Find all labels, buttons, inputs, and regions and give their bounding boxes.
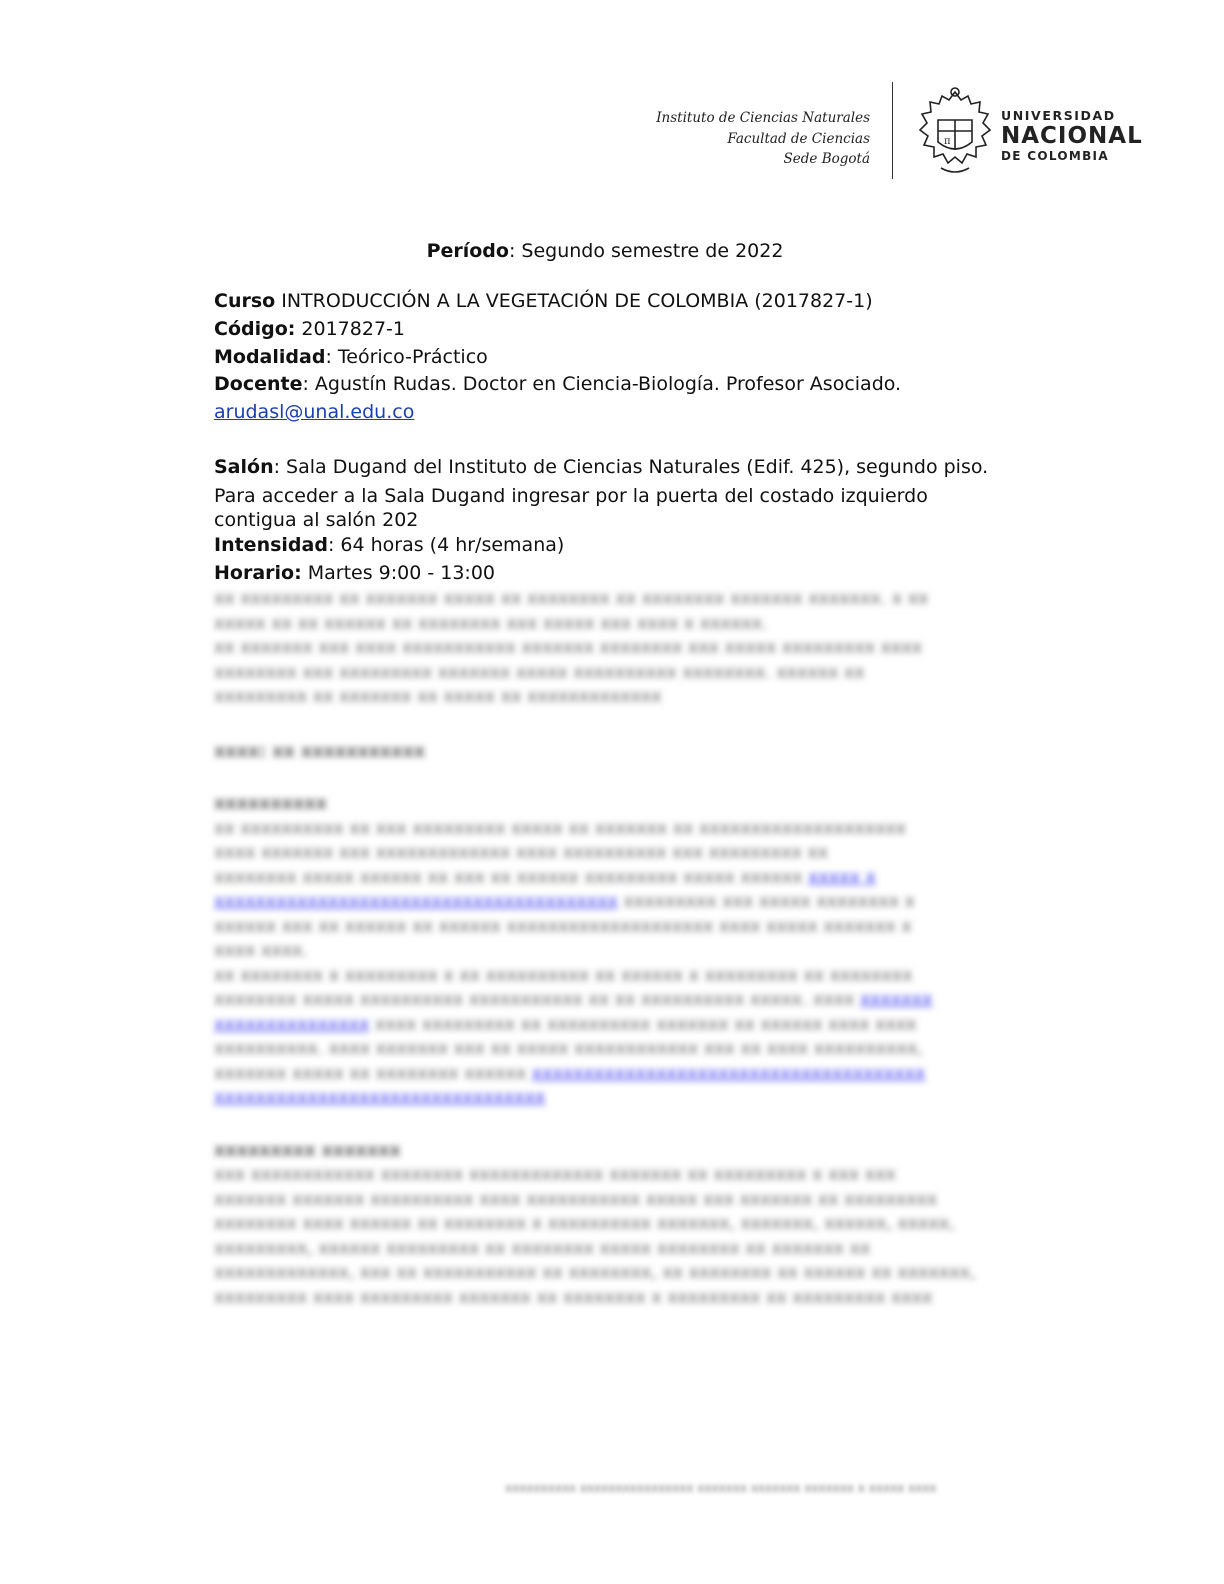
access-line-2: contigua al salón 202	[214, 508, 419, 531]
teacher-line	[214, 371, 1004, 399]
svg-text:π: π	[944, 136, 951, 147]
campus-line: Sede Bogotá	[783, 151, 870, 167]
period-value: : Segundo semestre de 2022	[508, 240, 784, 262]
teacher-label: Docente	[214, 373, 303, 396]
blurred-section: xx xxxxxxxxx xx xxxxxxx xxxxx xx xxxxxxxx xx xxxxxxxx xxxxxxx xxxxxxx. x xx xxxxx xx xx xxxxxx xx xxxxxxxx xxx xxxxx xxx xxxx x xxxxxx. xx xxxxxxx xxx xxxx xxxxxxxxxxx xxxxxxx xxxxxxxx xxx xxxxx xxxxxxxxx xxxx xxxxxxxx xxx xxxxxxxxx xxxxxxx xxxxx xxxxxxxxxx xxxxxxxx. xxxxxx xx xxxxxxxxx xx xxxxxxx xx xxxxx xx xxxxxxxxxxxxx xxxx: xx xxxxxxxxxxx xxxxxxxxxx xx xxxxxxxxxx xx xxx xxxxxxxxx xxxxx xx xxxxxxx xx xxxxxxxxxxxxxxxxxxxx xxxx xxxxxxx xxx xxxxxxxxxxxxx xxxx xxxxxxxxxx xxx xxxxxxxxx xx xxxxxxxx xxxxx xxxxxx xx xxx xx xxxxxx xxxxxxxxx xxxxx xxxxxx xxxxx x xxxxxxxxxxxxxxxxxxxxxxxxxxxxxxxxxxxxxxx xxxxxxxxx xxx xxxxx xxxxxxxx x xxxxxx xxx xx xxxxxx xx xxxxxx xxxxxxxxxxxxxxxxxxxx xxxx xxxxx xxxxxxx x xxxx xxxx. xx xxxxxxxx x xxxxxxxxx x xx xxxxxxxxxx xx xxxxxx x xxxxxxxxx xx xxxxxxxx xxxxxxxx xxxxx xxxxxxxxxx xxxxxxxxxxx xx xx xxxxxxxxxx xxxxx. xxxx xxxxxxx xxxxxxxxxxxxxxx xxxx xxxxxxxxx xx xxxxxxxxxx xxxxxxx xx xxxxxx xxxx xxxx xxxxxxxxxx. xxxx xxxxxxx xxx xx xxxxx xxxxxxxxxxxx xxx xx xxxx xxxxxxxxxx, xxxxxxx xxxxx xx xxxxxxxx xxxxxx xxxxxxxxxxxxxxxxxxxxxxxxxxxxxxxxxxxxxx xxxxxxxxxxxxxxxxxxxxxxxxxxxxxxxx xxxxxxxxx xxxxxxx xxx xxxxxxxxxxxx xxxxxxxx xxxxxxxxxxxxx xxxxxxx xx xxxxxxxxx x xxx xxx xxxxxxx xxxxxxx xxxxxxxxxx xxxx xxxxxxxxxxx xxxxx xxx xxxxxxx xx xxxxxxxxx xxxxxxxx xxxx xxxxxx xx xxxxxxxx x xxxxxxxxxx xxxxxxx, xxxxxxx, xxxxxx, xxxxx, xxxxxxxxx, xxxxxx xxxxxxxxx xx xxxxxxxx xxxxx xxxxxxxx xx xxxxxxx xx xxxxxxxxxxxxx, xxx xx xxxxxxxxxxx xx xxxxxxxx, xx xxxxxxxx xx xxxxxx xx xxxxxxx, xxxxxxxxx xxxx xxxxxxxxx xxxxxxx xx xxxxxxxx x xxxxxxxxx xx xxxxxxxxx xxxx	[214, 589, 976, 1308]
teacher-value: : Agustín Rudas. Doctor en Ciencia-Biología. Profesor Asociado.	[302, 373, 902, 396]
document-header	[0, 82, 1224, 182]
university-name	[1001, 109, 1143, 163]
email-line	[214, 399, 1004, 427]
room-line	[214, 454, 1004, 482]
intensity-value: : 64 horas (4 hr/semana)	[327, 533, 565, 556]
schedule-value: Martes 9:00 - 13:00	[301, 561, 496, 584]
university-line-2: NACIONAL	[1001, 123, 1143, 149]
period-line	[206, 236, 1004, 266]
university-seal-icon	[916, 84, 994, 180]
course-value: INTRODUCCIÓN A LA VEGETACIÓN DE COLOMBIA (2017827-1)	[275, 290, 873, 312]
schedule-label: Horario:	[214, 561, 302, 584]
university-line-3: DE COLOMBIA	[1001, 149, 1109, 163]
document-body	[214, 236, 1004, 1310]
schedule-line	[214, 560, 1004, 588]
room-value: : Sala Dugand del Instituto de Ciencias Naturales (Edif. 425), segundo piso.	[273, 455, 989, 478]
intensity-label: Intensidad	[214, 533, 328, 556]
room-label: Salón	[214, 455, 274, 478]
code-value: 2017827-1	[295, 317, 405, 340]
faculty-line: Facultad de Ciencias	[727, 130, 870, 147]
modality-label: Modalidad	[214, 345, 326, 368]
intensity-line	[214, 532, 1004, 560]
code-label: Código:	[214, 317, 296, 340]
university-line-1: UNIVERSIDAD	[1001, 108, 1116, 123]
institution-block	[656, 108, 870, 170]
course-label: Curso	[214, 290, 276, 312]
code-line	[214, 316, 1004, 344]
access-line-1: Para acceder a la Sala Dugand ingresar por la puerta del costado izquierdo	[214, 484, 928, 507]
header-divider	[892, 82, 893, 179]
course-line	[214, 288, 1004, 316]
teacher-email-link[interactable]: arudasl@unal.edu.co	[214, 401, 415, 424]
modality-value: : Teórico-Práctico	[325, 345, 488, 368]
page-footer: xxxxxxxxxx xxxxxxxxxxxxxxxx xxxxxxx xxxxxxx xxxxxxx x xxxxx xxxx	[505, 1481, 937, 1495]
period-label: Período	[426, 240, 509, 262]
institution-line: Instituto de Ciencias Naturales	[656, 110, 870, 126]
modality-line	[214, 344, 1004, 372]
